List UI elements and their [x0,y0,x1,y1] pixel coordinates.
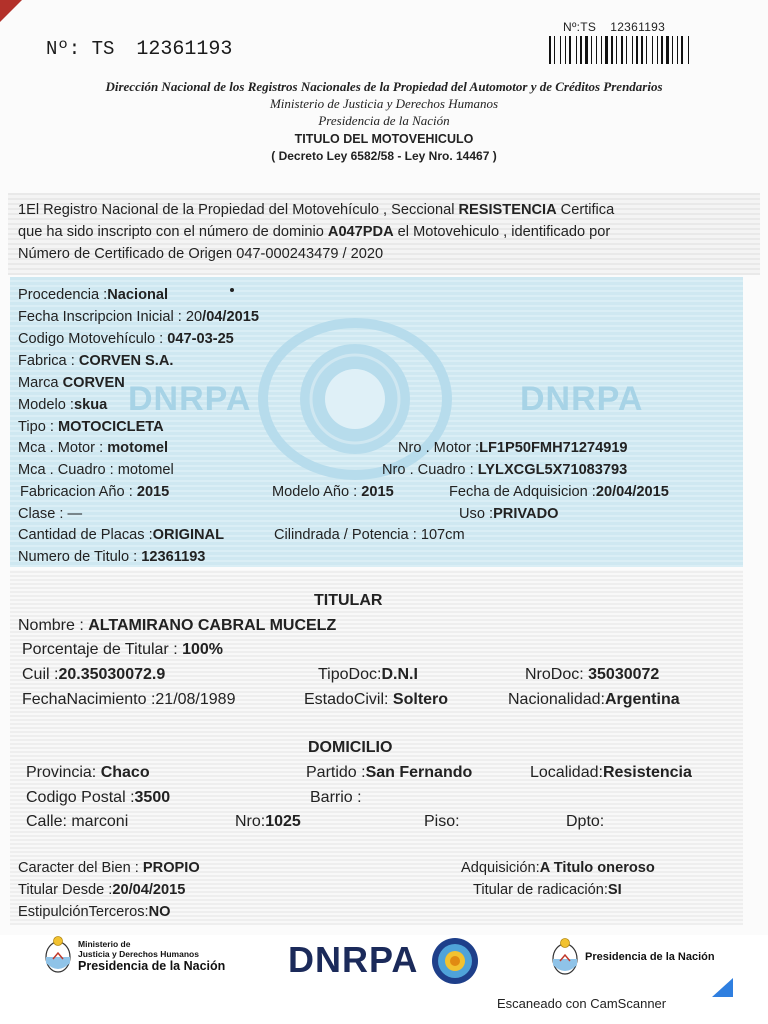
value: Argentina [604,691,680,708]
barcode-bar [626,36,627,64]
placas-field [18,526,224,544]
label: Numero de Titulo : [18,549,142,565]
label: Localidad: [530,764,603,781]
dnrpa-seal-watermark [255,316,455,482]
fecha-adquisicion-field [449,483,669,501]
cilindrada-field: Cilindrada / Potencia : 107cm [274,527,465,543]
barcode-bar [636,36,638,64]
mca-cuadro-field: Mca . Cuadro : motomel [18,462,174,478]
barcode-bar [664,36,665,64]
porcentaje-field [22,640,223,660]
barcode-bar [583,36,584,64]
barcode-bar [644,36,645,64]
label: Caracter del Bien : [18,860,143,876]
barcode-bar [646,36,647,64]
label: Uso : [459,506,494,522]
tipodoc-field [318,665,418,685]
label: Fabrica : [18,353,79,369]
label: Modelo : [18,397,74,413]
label: Porcentaje de Titular : [22,641,183,658]
value: CORVEN [62,375,125,391]
value: /04/2015 [202,309,259,325]
value: 1025 [265,813,301,830]
barcode-bar [670,36,671,64]
intro-text-1: 1El Registro Nacional de la Propiedad del Motovehículo , Seccional [18,202,459,218]
value: ALTAMIRANO CABRAL MUCELZ [88,617,337,634]
barcode-bar [679,36,680,64]
barcode-bar [589,36,590,64]
ts-main-number: 12361193 [136,38,233,61]
barcode-bar [572,36,575,64]
dnrpa-logo-text: DNRPA [288,939,419,980]
decree-line: ( Decreto Ley 6582/58 - Ley Nro. 14467 ) [271,149,497,163]
barcode-bar [674,36,676,64]
value: skua [73,397,108,413]
titular-desde-field [18,882,185,898]
piso-field: Piso: [424,813,460,830]
value: LF1P50FMH71274919 [479,440,628,456]
header-ministerio: Ministerio de Justicia y Derechos Humanos [269,96,499,111]
nro-cuadro-field [382,461,627,479]
cuil-field [22,665,165,685]
value: SI [607,882,622,898]
ministerio-line3: Presidencia de la Nación [78,959,226,973]
barcode-bar [681,36,683,64]
titular-heading: TITULAR [314,592,383,609]
barcode-bar [614,36,615,64]
barcode-bar [621,36,623,64]
camscanner-corner-icon [712,978,733,997]
value: 3500 [134,789,171,806]
nro-motor-field [398,439,628,457]
nrodoc-field [525,665,659,685]
intro-text-4: el Motovehiculo , identificado por [393,224,611,240]
barcode-bar [591,36,592,64]
label: Fabricacion Año : [20,484,137,500]
barcode-bar [661,36,663,64]
value: motomel [107,440,169,456]
label: Tipo : [18,419,59,435]
bullet-dot [230,288,234,292]
label: TipoDoc: [318,666,382,683]
adquisicion-field [461,860,655,876]
label: Mca . Motor : [18,440,108,456]
camscanner-caption: Escaneado con CamScanner [497,996,667,1011]
barcode-bar [565,36,566,64]
barcode-bar [648,36,651,64]
label: Cantidad de Placas : [18,527,153,543]
label: EstadoCivil: [304,691,393,708]
fecha-inscripcion-field [18,308,259,326]
label: Titular de radicación: [473,882,608,898]
nacionalidad-field [508,690,680,710]
barcode-bar [618,36,620,64]
nombre-field [18,616,336,636]
value: 35030072 [588,666,660,683]
value: 100% [182,641,224,658]
label: Nacionalidad: [508,691,605,708]
label: EstipulciónTerceros: [18,904,149,920]
domicilio-heading: DOMICILIO [308,739,393,756]
barcode-bar [690,36,691,64]
nro-field [235,812,301,832]
barcode-bar [605,36,608,64]
value: D.N.I [381,666,418,683]
codigo-postal-field [26,788,170,808]
label: Cuil : [22,666,59,683]
fecha-nacimiento-field: FechaNacimiento :21/08/1989 [22,691,236,708]
modelo-field [18,396,107,414]
value: 20/04/2015 [112,882,186,898]
fabrica-field [18,352,173,370]
barcode-bar [556,36,559,64]
tipo-field [18,418,164,436]
label: Provincia: [26,764,101,781]
barcode-bar [654,36,656,64]
barcode-bar [652,36,653,64]
ts-main-label: Nº: TS [46,38,115,60]
caracter-field [18,860,200,876]
dpto-field: Dpto: [566,813,605,830]
certificado-origen: Número de Certificado de Origen 047-000243479 / 2020 [18,246,384,262]
label: Adquisición: [461,860,540,876]
barcode-bar [554,36,555,64]
barcode-bar [601,36,602,64]
label: Fecha de Adquisicion : [449,484,596,500]
value: 2015 [361,484,394,500]
barcode-bar [609,36,610,64]
barcode-bar [634,36,635,64]
value: 12361193 [141,549,206,565]
label: Titular Desde : [18,882,113,898]
value: Soltero [392,691,449,708]
estado-civil-field [304,690,448,710]
localidad-field [530,763,692,783]
value: PROPIO [142,860,200,876]
value: A Titulo oneroso [539,860,655,876]
provincia-field [26,763,150,783]
presidencia-logo [551,937,715,977]
presidencia-text: Presidencia de la Nación [585,951,715,963]
fabricacion-anio-field [20,483,169,501]
barcode-bar [624,36,625,64]
barcode-bar [596,36,597,64]
mca-motor-field [18,439,168,457]
barcode-bar [616,36,617,64]
barcode-bar [672,36,673,64]
label: Codigo Postal : [26,789,135,806]
label: Fecha Inscripcion Inicial : 20 [18,309,203,325]
value: 20.35030072.9 [58,666,166,683]
barcode-bar [569,36,571,64]
intro-text-2: Certifica [556,202,615,218]
value: 20/04/2015 [595,484,669,500]
barcode-bar [628,36,631,64]
value: CORVEN S.A. [78,353,174,369]
barcode-bar [684,36,687,64]
ministerio-line1: Ministerio de [78,939,131,949]
barcode-bar [632,36,633,64]
barcode-bar [677,36,678,64]
barcode-bar [688,36,689,64]
barcode-bar [549,36,551,64]
ministerio-line2: Justicia y Derechos Humanos [78,949,199,959]
barcode-bar [560,36,561,64]
value: PRIVADO [493,506,559,522]
marca-field [18,374,125,392]
ts-number-small [563,20,665,34]
ts-number-main [46,38,232,61]
ministerio-logo [44,935,225,981]
document-title: TITULO DEL MOTOVEHICULO [294,132,474,146]
value: 047-03-25 [167,331,234,347]
dominio-value: A047PDA [327,224,394,240]
label: Nro . Motor : [398,440,480,456]
label: Marca [18,375,63,391]
codigo-field [18,330,234,348]
barcode-bar [657,36,658,64]
uso-field [459,505,558,523]
value: NO [148,904,171,920]
modelo-anio-field [272,483,394,501]
barcode-bar [562,36,564,64]
intro-paragraph [18,199,718,265]
label: Nombre : [18,617,89,634]
seccional-value: RESISTENCIA [458,202,557,218]
barcode-bar [598,36,600,64]
barcode-bar [585,36,588,64]
barcode-bar [593,36,595,64]
numero-titulo-field [18,548,205,566]
label: Nro: [235,813,266,830]
barcode-bar [666,36,669,64]
label: Codigo Motovehículo : [18,331,168,347]
label: NroDoc: [525,666,589,683]
barcode-bar [603,36,604,64]
barrio-field: Barrio : [310,789,362,806]
clase-field: Clase : — [18,506,83,522]
terceros-field [18,904,170,920]
partido-field [306,763,472,783]
barcode-bar [567,36,568,64]
value: LYLXCGL5X71083793 [477,462,628,478]
barcode-bar [580,36,582,64]
value: Nacional [107,287,169,303]
corner-mark [0,0,22,22]
radicacion-field [473,882,622,898]
barcode-bar [576,36,577,64]
header-direccion: Dirección Nacional de los Registros Nacionales de la Propiedad del Automotor y de Créditos Prendarios [105,79,663,94]
procedencia-field [18,286,168,304]
label: Modelo Año : [272,484,362,500]
barcode-bar [659,36,660,64]
dnrpa-seal-icon [430,936,480,986]
barcode-bar [578,36,579,64]
value: 2015 [136,484,170,500]
value: Resistencia [602,764,692,781]
barcode-bar [611,36,613,64]
barcode-bar [639,36,640,64]
argentina-shield-icon [551,937,579,977]
barcode-bar [641,36,643,64]
ts-small-label: Nº:TS [563,20,597,34]
watermark-right: DNRPA [520,380,644,418]
watermark-left: DNRPA [128,380,252,418]
value: San Fernando [365,764,473,781]
barcode [549,36,709,64]
calle-field: Calle: marconi [26,813,129,830]
value: MOTOCICLETA [58,419,164,435]
barcode-bar [552,36,553,64]
argentina-shield-icon [44,935,72,975]
label: Procedencia : [18,287,108,303]
header-presidencia: Presidencia de la Nación [318,113,450,128]
intro-text-3: que ha sido inscripto con el número de dominio [18,224,328,240]
label: Partido : [306,764,366,781]
label: Nro . Cuadro : [382,462,478,478]
ts-small-number: 12361193 [610,20,666,34]
value: Chaco [100,764,150,781]
value: ORIGINAL [152,527,225,543]
